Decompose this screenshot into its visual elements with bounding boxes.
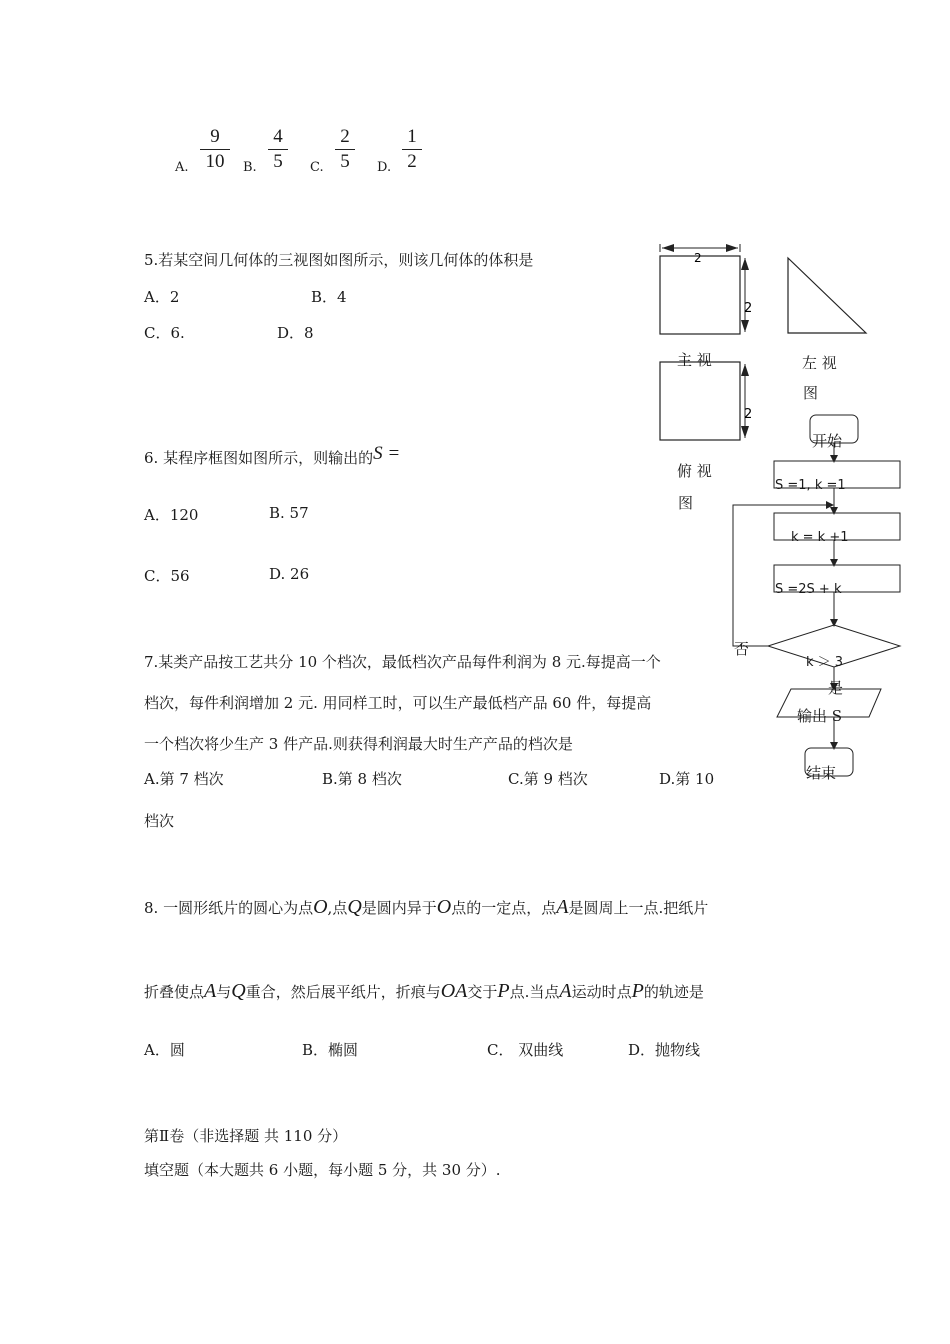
q7-option-d: D.第 10 xyxy=(659,770,715,788)
dimension-top-label: 2 xyxy=(694,251,702,265)
plan-view-label: 俯 视 xyxy=(677,462,712,480)
q8-line-1 xyxy=(144,896,708,919)
q4-option-c-fraction xyxy=(335,126,355,173)
point-p: P xyxy=(497,980,510,1002)
q7-option-c: C.第 9 档次 xyxy=(508,770,588,788)
dimension-front xyxy=(741,258,752,332)
q8-option-b: B．椭圆 xyxy=(302,1041,359,1059)
q4-option-b-fraction xyxy=(268,126,288,173)
q4-option-a-fraction xyxy=(200,126,230,173)
point-a: A xyxy=(559,980,572,1002)
left-view xyxy=(788,258,866,333)
flow-yes-label: 是 xyxy=(828,679,844,697)
q7-option-a: A.第 7 档次 xyxy=(144,770,224,788)
plan-view-label-2: 图 xyxy=(678,494,694,512)
q8-option-c: C． 双曲线 xyxy=(487,1041,564,1059)
q6-option-a: A．120 xyxy=(144,506,199,524)
q8-text: 运动时点 xyxy=(571,983,632,1001)
q8-text: 与 xyxy=(216,983,232,1001)
q5-option-a: A．2 xyxy=(144,288,180,306)
q7-line-1: 7.某类产品按工艺共分 10 个档次，最低档次产品每件利润为 8 元.每提高一个 xyxy=(144,653,661,671)
q8-text: 折叠使点 xyxy=(144,983,205,1001)
section-2-title: 第Ⅱ卷（非选择题 共 110 分） xyxy=(144,1127,348,1145)
q8-text: 交于 xyxy=(467,983,498,1001)
segment-oa: OA xyxy=(440,980,468,1002)
fraction-numerator: 9 xyxy=(210,126,220,147)
flow-step2-label: S =2S + k xyxy=(775,582,842,597)
point-p: P xyxy=(631,980,644,1002)
left-view-label-2: 图 xyxy=(803,384,819,402)
fraction-denominator: 5 xyxy=(340,151,350,172)
flow-step1-label: k = k +1 xyxy=(791,530,849,545)
fraction-numerator: 1 xyxy=(407,126,417,147)
flow-loop-arrow xyxy=(733,505,830,646)
flow-start-label: 开始 xyxy=(812,432,843,450)
q6-option-d: D. 26 xyxy=(269,565,310,583)
fill-in-heading: 填空题（本大题共 6 小题，每小题 5 分，共 30 分）. xyxy=(144,1161,501,1179)
q8-option-a: A．圆 xyxy=(144,1041,185,1059)
q5-option-c: C．6. xyxy=(144,324,185,342)
q7-option-d-overflow: 档次 xyxy=(144,812,175,830)
fraction-denominator: 10 xyxy=(205,151,225,172)
point-a: A xyxy=(204,980,217,1002)
q6-stem-text: 6. 某程序框图如图所示，则输出的 xyxy=(144,449,374,467)
q4-option-a-label: A. xyxy=(175,160,189,175)
dimension-front-label: 2 xyxy=(744,301,753,316)
q5-option-d: D．8 xyxy=(277,324,314,342)
q8-option-d: D．抛物线 xyxy=(628,1041,701,1059)
point-q: Q xyxy=(231,980,246,1002)
q6-stem xyxy=(144,443,401,469)
flow-init-label: S =1, k =1 xyxy=(775,478,846,493)
q8-text: 8. 一圆形纸片的圆心为点 xyxy=(144,899,314,917)
q5-stem: 5.若某空间几何体的三视图如图所示，则该几何体的体积是 xyxy=(144,251,534,269)
q8-text: 是圆周上一点.把纸片 xyxy=(568,899,709,917)
q8-text: ,点 xyxy=(327,899,348,917)
front-view xyxy=(660,256,740,334)
front-view-label: 主 视 xyxy=(677,351,712,369)
q7-option-b: B.第 8 档次 xyxy=(322,770,402,788)
q4-option-c-label: C. xyxy=(310,160,324,175)
flow-condition-label: k ＞ 3 xyxy=(806,655,844,670)
flow-end-label: 结束 xyxy=(806,764,837,782)
q8-text: 是圆内异于 xyxy=(361,899,437,917)
flow-no-label: 否 xyxy=(734,640,750,658)
fraction-denominator: 5 xyxy=(273,151,283,172)
dimension-plan-label: 2 xyxy=(744,407,753,422)
dimension-top xyxy=(660,244,740,265)
q5-option-b: B．4 xyxy=(311,288,347,306)
q7-line-2: 档次，每件利润增加 2 元. 用同样工时，可以生产最低档产品 60 件，每提高 xyxy=(144,694,652,712)
q6-variable: S = xyxy=(373,443,401,464)
point-q: Q xyxy=(347,896,362,918)
q4-option-d-label: D. xyxy=(377,160,392,175)
q4-option-b-label: B. xyxy=(243,160,257,175)
q8-text: 点.当点 xyxy=(509,983,560,1001)
fraction-denominator: 2 xyxy=(407,151,417,172)
point-a: A xyxy=(556,896,569,918)
q8-text: 重合，然后展平纸片，折痕与 xyxy=(245,983,441,1001)
q6-option-c: C．56 xyxy=(144,567,190,585)
q4-option-d-fraction xyxy=(402,126,422,173)
flow-output-label: 输出 S xyxy=(797,707,843,725)
q6-option-b: B. 57 xyxy=(269,504,309,522)
q8-text: 点的一定点，点 xyxy=(451,899,557,917)
fraction-numerator: 4 xyxy=(273,126,283,147)
q8-line-2 xyxy=(144,980,704,1003)
point-o: O xyxy=(313,896,328,918)
left-view-label: 左 视 xyxy=(802,354,837,372)
fraction-numerator: 2 xyxy=(340,126,350,147)
point-o: O xyxy=(436,896,452,918)
q7-line-3: 一个档次将少生产 3 件产品.则获得利润最大时生产产品的档次是 xyxy=(144,735,573,753)
q8-text: 的轨迹是 xyxy=(643,983,704,1001)
